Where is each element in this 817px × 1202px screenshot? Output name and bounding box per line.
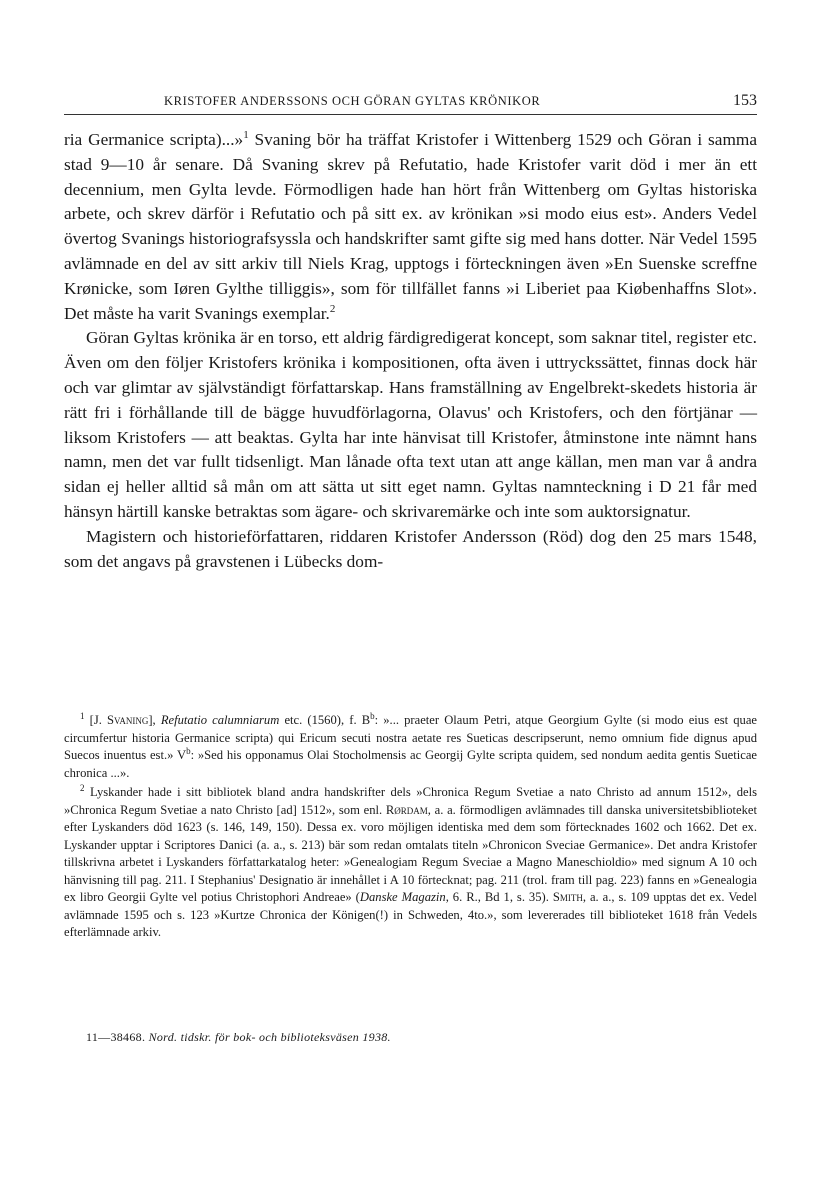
paragraph-1	[64, 128, 757, 326]
fn2-smith: Smith	[552, 890, 583, 904]
footnote-1	[64, 712, 757, 782]
fn1-sup-b: b	[370, 710, 375, 721]
fn2-text-b: , a. a. förmodligen avlämnades till danska universitetsbiblioteket efter Lyskanders död 1623 (s. 146, 149, 150). Dessa ex. voro möjligen identiska med dem som förtecknades 1602 och 1662. Det ex. Lyskander upptar i Scriptores Danici (a. a., s. 213) bär som redan omtalats titeln »Chronicon Sveciae Germanice». Det andra Kristofer tillskrivna arbetet i Lyskanders författarkatalog heter: »Genealogiam Regum Sveciae a Magno Maneschioldio» med signum A 10 och hänvisning till pag. 211. I Stephanius' Designatio är innehållet i A 10 förtecknat; pag. 211 (trol. fram till pag. 223) fanns en »Genealogia ex libro Georgii Gylte vel potius Christophori Andreae» (	[64, 802, 757, 904]
printer-imprint	[86, 1030, 391, 1045]
p1-start: ria Germanice scripta)...»	[64, 130, 244, 149]
paragraph-3: Magistern och historieförfattaren, riddaren Kristofer Andersson (Röd) dog den 25 mars 1548, som det angavs på gravstenen i Lübecks dom-	[64, 526, 757, 571]
fn1-text-b: ],	[148, 713, 161, 727]
fn1-text-d: : »... praeter Olaum Petri, atque Georgium Gylte (si modo eius est quae circumfertur historia Germanice scripta) qui Ericum secuti nostra aetate res Sueticas descripserunt, nemo omnium fide dignus apud Suecos inuentus est.» V	[64, 713, 758, 762]
imprint-code: 11—38468.	[86, 1030, 146, 1044]
fn1-title: Refutatio calumniarum	[160, 713, 280, 727]
fn1-text-c: etc. (1560), f. B	[279, 713, 371, 727]
footnote-ref-1: 1	[243, 129, 249, 142]
fn2-rordam: Rørdam	[385, 802, 428, 817]
fn2-magazine: Danske Magazin	[359, 890, 446, 904]
running-header	[64, 92, 757, 115]
imprint-journal: Nord. tidskr. för bok- och biblioteksväsen 1938.	[148, 1030, 391, 1044]
footnote-2	[64, 784, 757, 942]
fn2-text-a: Lyskander hade i sitt bibliotek bland andra handskrifter dels »Chronica Regum Svetiae a nato Christo ad annum 1512», dels »Chronica Regum Svetiae a nato Christo [ad] 1512», som enl.	[64, 785, 757, 817]
footnote-ref-2: 2	[329, 302, 336, 315]
fn1-text-a: [J.	[84, 713, 108, 727]
footnote-2-mark: 2	[80, 782, 85, 793]
fn2-text-d: , a. a., s. 109 upptas det ex. Vedel avlämnade 1595 och s. 123 »Kurtze Chronica der Königen(!) in Schweden, 4to.», som levererades till biblioteket 1618 från Vedels efterlämnade arkiv.	[64, 890, 757, 939]
running-title: KRISTOFER ANDERSSONS OCH GÖRAN GYLTAS KRÖNIKOR	[164, 94, 541, 108]
main-text	[64, 128, 757, 574]
fn1-author: Svaning	[107, 713, 149, 727]
fn1-sup-b2: b	[186, 745, 191, 756]
paragraph-2: Göran Gyltas krönika är en torso, ett aldrig färdigredigerat koncept, som saknar titel, register etc. Även om den följer Kristofers krönika i kompositionen, ofta även i uttryckssättet, finnas dock här och var glimtar av självständigt författarskap. Hans framställning av Engelbrekt-skedets historia är rätt fri i förhållande till de bägge huvudförlagorna, Olavus' och Kristofers, och den förtjänar — liksom Kristofers — att beaktas. Gylta har inte hänvisat till Kristofer, åtminstone inte nämnt hans namn, men det var fullt tidsenligt. Man lånade ofta text utan att ange källan, men man var å andra sidan ej heller alltid så mån om att sätta ut sitt eget namn. Gyltas namnteckning i D 21 får med hänsyn härtill kanske betraktas som ägare- och skrivaremärke och inte som auktorsignatur.	[64, 328, 757, 521]
fn2-text-c: , 6. R., Bd 1, s. 35).	[445, 890, 553, 904]
fn1-text-e: : »Sed his opponamus Olai Stocholmensis ac Georgij Gylte scripta quidem, sed nondum aedita gentis Sueticae chronica ...».	[64, 748, 757, 780]
footnote-1-mark: 1	[80, 710, 85, 721]
p1-rest: Svaning bör ha träffat Kristofer i Wittenberg 1529 och Göran i samma stad 9—10 år senare. Då Svaning skrev på Refutatio, hade Kristofer varit död i mer än ett decennium, men Gylta levde. Förmodligen hade han hört från Wittenberg om Gyltas historiska arbete, och skrev därför i Refutatio och på sitt ex. av krönikan »si modo eius est». Anders Vedel övertog Svanings historiografsyssla och handskrifter samt gifte sig med hans dotter. När Vedel 1595 avlämnade en del av sitt arkiv till Niels Krag, upptogs i förteckningen även »En Suenske screffne Krønicke, som Iøren Gylthe tilliggis», som för tillfället fanns »i Liberiet paa Kiøbenhaffns Slot». Det måste ha varit Svanings exemplar.	[64, 130, 758, 323]
footnotes	[64, 712, 757, 944]
page-number: 153	[733, 92, 757, 109]
